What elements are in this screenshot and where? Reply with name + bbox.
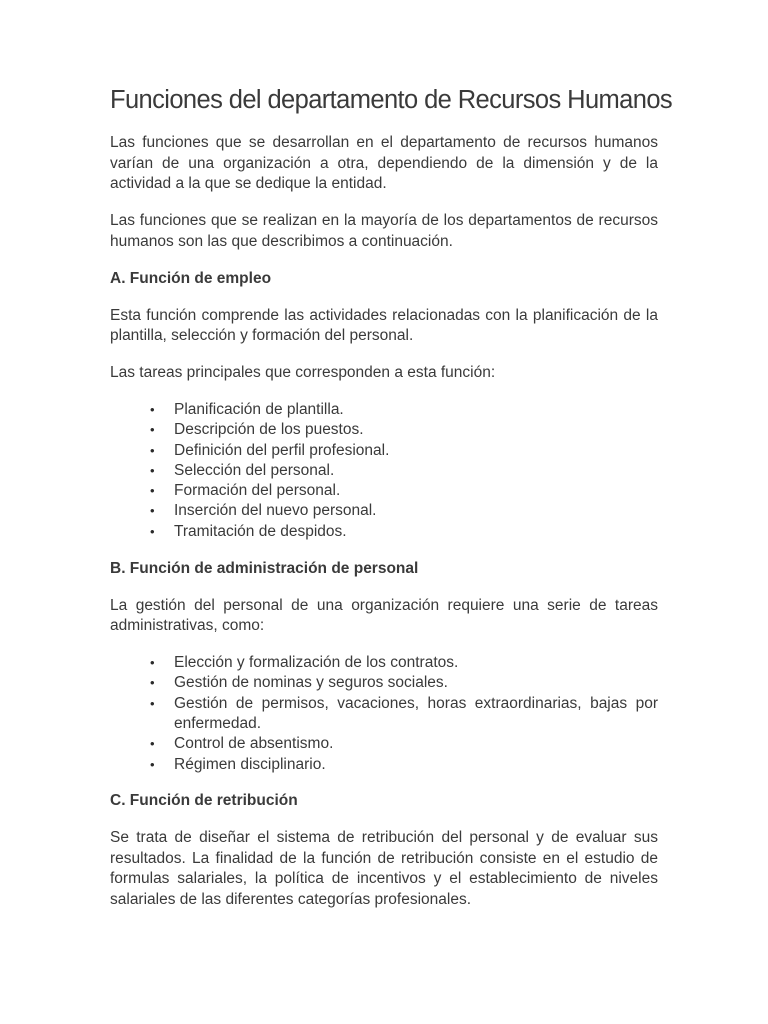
- list-item: [110, 522, 658, 542]
- list-item: [110, 755, 658, 775]
- section-c-heading: C. Función de retribución: [110, 792, 298, 810]
- list-item-text: Control de absentismo.: [174, 735, 334, 753]
- list-item-text: Formación del personal.: [174, 482, 341, 500]
- list-item-text: Planificación de plantilla.: [174, 401, 344, 418]
- list-item-text: Tramitación de despidos.: [174, 522, 347, 540]
- intro-paragraph-2: Las funciones que se realizan en la mayoría de los departamentos de recursos humanos son las que describimos a continuación.: [110, 212, 658, 250]
- section-b-paragraph-1: La gestión del personal de una organización requiere una serie de tareas administrativas, como:: [110, 596, 658, 635]
- page-title: Funciones del departamento de Recursos Humanos: [110, 86, 673, 114]
- bullet-icon: •: [150, 736, 155, 752]
- section-a-paragraph-1: Esta función comprende las actividades relacionadas con la planificación de la plantilla, selección y formación del personal.: [110, 306, 658, 344]
- intro-paragraph-1: Las funciones que se desarrollan en el departamento de recursos humanos varían de una organización a otra, dependiendo de la dimensión y de la actividad a la que se dedique la entidad.: [110, 134, 658, 192]
- section-c-paragraph-1: Se trata de diseñar el sistema de retribución del personal y de evaluar sus resultados. La finalidad de la función de retribución consiste en el estudio de formulas salariales, la política de incentivos y el establecimiento de niveles salariales de las diferentes categorías profesionales.: [110, 829, 658, 908]
- list-item-text: Gestión de permisos, vacaciones, horas extraordinarias, bajas por enfermedad.: [174, 694, 658, 732]
- list-item: [110, 420, 658, 440]
- list-item: [110, 441, 658, 461]
- list-item-text: Definición del perfil profesional.: [174, 441, 390, 459]
- list-item: [110, 501, 658, 521]
- bullet-icon: •: [150, 503, 155, 519]
- bullet-icon: •: [150, 462, 155, 478]
- list-item-text: Elección y formalización de los contratos.: [174, 654, 459, 672]
- bullet-icon: •: [150, 402, 155, 417]
- list-item-text: Descripción de los puestos.: [174, 421, 364, 439]
- list-item-text: Régimen disciplinario.: [174, 755, 326, 773]
- list-item: [110, 481, 658, 501]
- list-item-text: Selección del personal.: [174, 461, 335, 479]
- bullet-icon: •: [150, 655, 155, 671]
- list-item: [110, 400, 658, 420]
- bullet-icon: •: [150, 442, 155, 458]
- section-a-list: [110, 400, 658, 542]
- section-b-heading: B. Función de administración de personal: [110, 559, 419, 577]
- bullet-icon: •: [150, 483, 155, 499]
- section-b-list: [110, 653, 658, 775]
- list-item: [110, 653, 658, 673]
- list-item: [110, 694, 658, 735]
- list-item: [110, 461, 658, 481]
- bullet-icon: •: [150, 756, 155, 772]
- bullet-icon: •: [150, 695, 155, 711]
- list-item-text: Gestión de nominas y seguros sociales.: [174, 674, 448, 692]
- list-item: [110, 734, 658, 754]
- bullet-icon: •: [150, 523, 155, 539]
- list-item: [110, 673, 658, 693]
- section-a-paragraph-2: Las tareas principales que corresponden a esta función:: [110, 364, 496, 381]
- list-item-text: Inserción del nuevo personal.: [174, 502, 377, 520]
- document-page: [110, 84, 673, 927]
- bullet-icon: •: [150, 422, 155, 438]
- bullet-icon: •: [150, 675, 155, 691]
- section-a-heading: A. Función de empleo: [110, 269, 272, 287]
